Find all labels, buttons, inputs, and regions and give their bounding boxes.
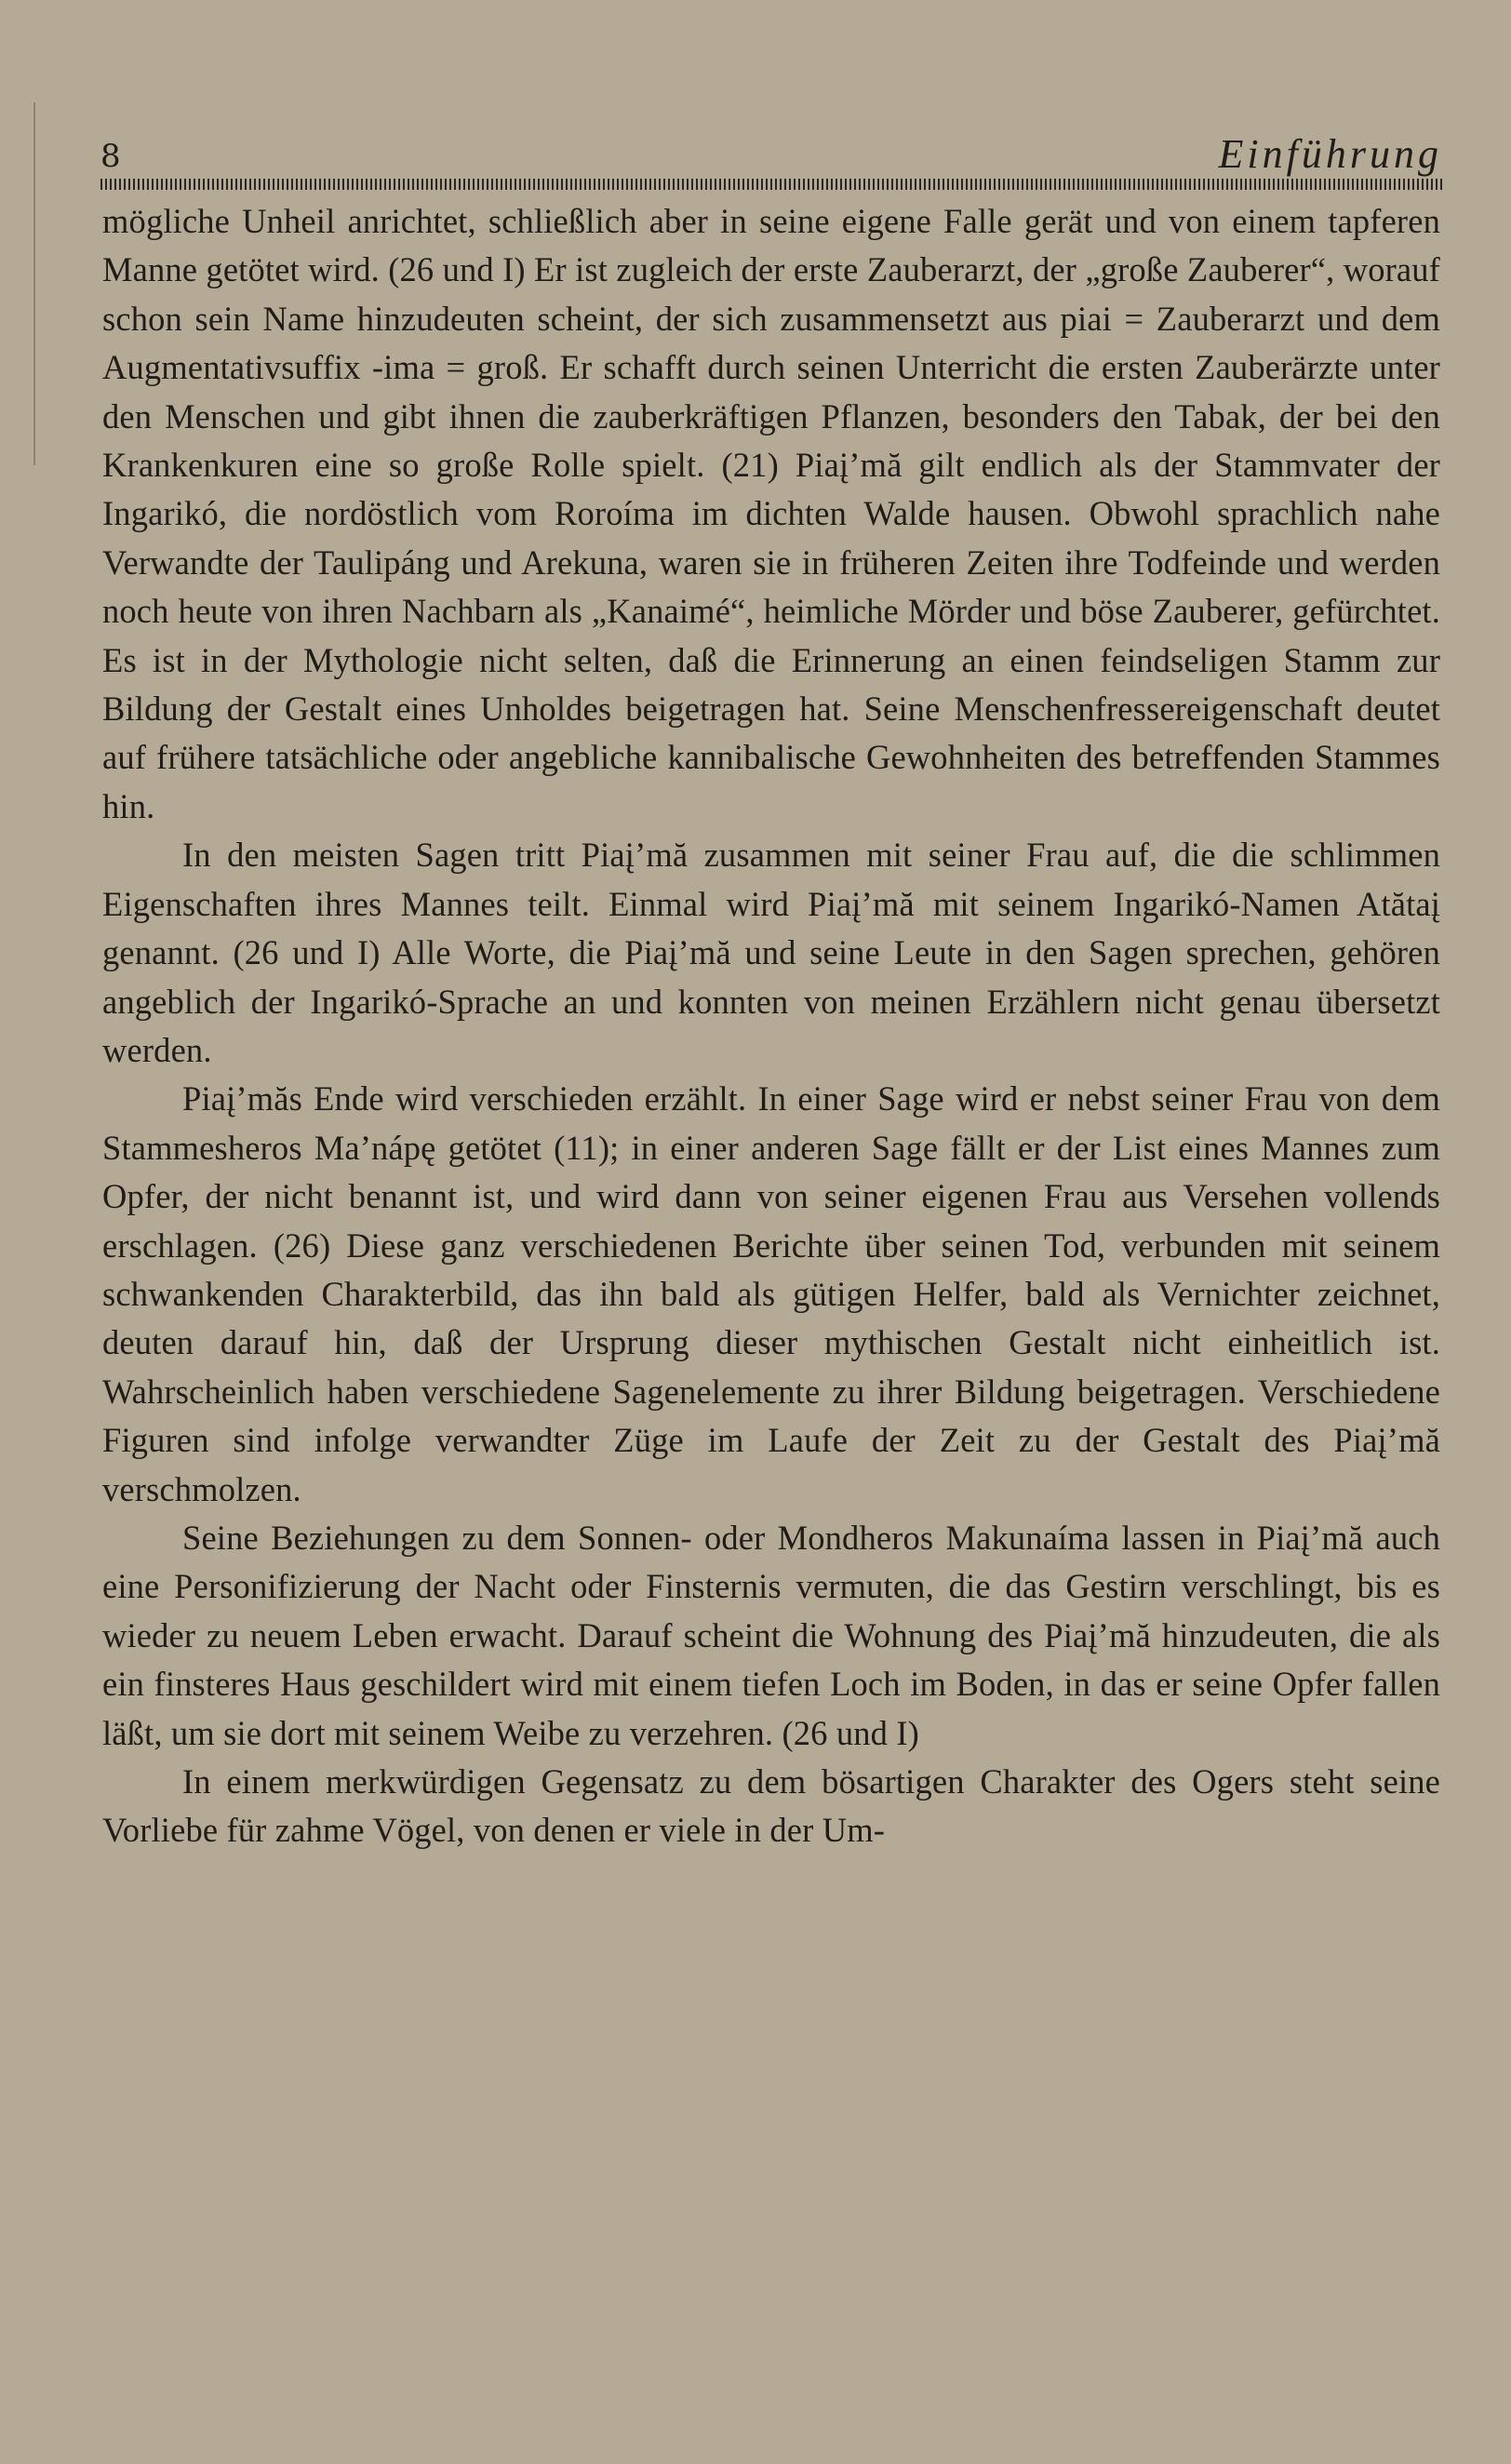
paragraph-4: Seine Beziehungen zu dem Sonnen- oder Mondheros Makunaíma lassen in Piaį’mă auch eine Personifizierung der Nacht oder Finsternis vermuten, die das Gestirn verschlingt, bis es wieder zu neuem Leben erwacht. Darauf scheint die Wohnung des Piaį’mă hinzudeuten, die als ein finsteres Haus geschildert wird mit einem tiefen Loch im Boden, in das er seine Opfer fallen läßt, um sie dort mit seinem Weibe zu verzehren. (26 und I) xyxy=(102,1518,1440,1752)
page-header xyxy=(100,130,1442,179)
paragraph-5: In einem merkwürdigen Gegensatz zu dem bösartigen Charakter des Ogers steht seine Vorliebe für zahme Vögel, von denen er viele in der Um- xyxy=(102,1762,1440,1850)
paragraph-2: In den meisten Sagen tritt Piaį’mă zusammen mit seiner Frau auf, die die schlimmen Eigenschaften ihres Mannes teilt. Einmal wird Piaį’mă mit seinem Ingarikó-Namen Atătaį genannt. (26 und I) Alle Worte, die Piaį’mă und seine Leute in den Sagen sprechen, gehören angeblich der Ingarikó-Sprache an und konnten von meinen Erzählern nicht genau übersetzt werden. xyxy=(102,836,1440,1069)
paragraph-1: mögliche Unheil anrichtet, schließlich aber in seine eigene Falle gerät und von einem tapferen Manne getötet wird. (26 und I) Er ist zugleich der erste Zauberarzt, der „große Zauberer“, worauf schon sein Name hinzudeuten scheint, der sich zusammensetzt aus piai = Zauberarzt und dem Augmentativsuffix -ima = groß. Er schafft durch seinen Unterricht die ersten Zauberärzte unter den Menschen und gibt ihnen die zauberkräftigen Pflanzen, besonders den Tabak, der bei den Krankenkuren eine so große Rolle spielt. (21) Piaį’mă gilt endlich als der Stammvater der Ingarikó, die nordöstlich vom Roroíma im dichten Walde hausen. Obwohl sprachlich nahe Verwandte der Taulipáng und Arekuna, waren sie in früheren Zeiten ihre Todfeinde und werden noch heute von ihren Nachbarn als „Kanaimé“, heimliche Mörder und böse Zauberer, gefürchtet. Es ist in der Mythologie nicht selten, daß die Erinnerung an einen feindseligen Stamm zur Bildung der Gestalt eines Unholdes beigetragen hat. Seine Menschenfressereigenschaft deutet auf frühere tatsächliche oder angebliche kannibalische Gewohnheiten des betreffenden Stammes hin. xyxy=(102,202,1440,825)
body-text xyxy=(102,197,1440,1855)
header-rule xyxy=(100,179,1442,190)
page-number: 8 xyxy=(100,138,121,175)
margin-line xyxy=(33,102,35,465)
paragraph-3: Piaį’măs Ende wird verschieden erzählt. In einer Sage wird er nebst seiner Frau von dem Stammesheros Ma’nápę getötet (11); in einer anderen Sage fällt er der List eines Mannes zum Opfer, der nicht benannt ist, und wird dann von seiner eigenen Frau aus Versehen vollends erschlagen. (26) Diese ganz verschiedenen Berichte über seinen Tod, verbunden mit seinem schwankenden Charakterbild, das ihn bald als gütigen Helfer, bald als Vernichter zeichnet, deuten darauf hin, daß der Ursprung dieser mythischen Gestalt nicht einheitlich ist. Wahrscheinlich haben verschiedene Sagenelemente zu ihrer Bildung beigetragen. Verschiedene Figuren sind infolge verwandter Züge im Laufe der Zeit zu der Gestalt des Piaį’mă verschmolzen. xyxy=(102,1079,1440,1508)
running-title: Einführung xyxy=(1218,131,1442,177)
